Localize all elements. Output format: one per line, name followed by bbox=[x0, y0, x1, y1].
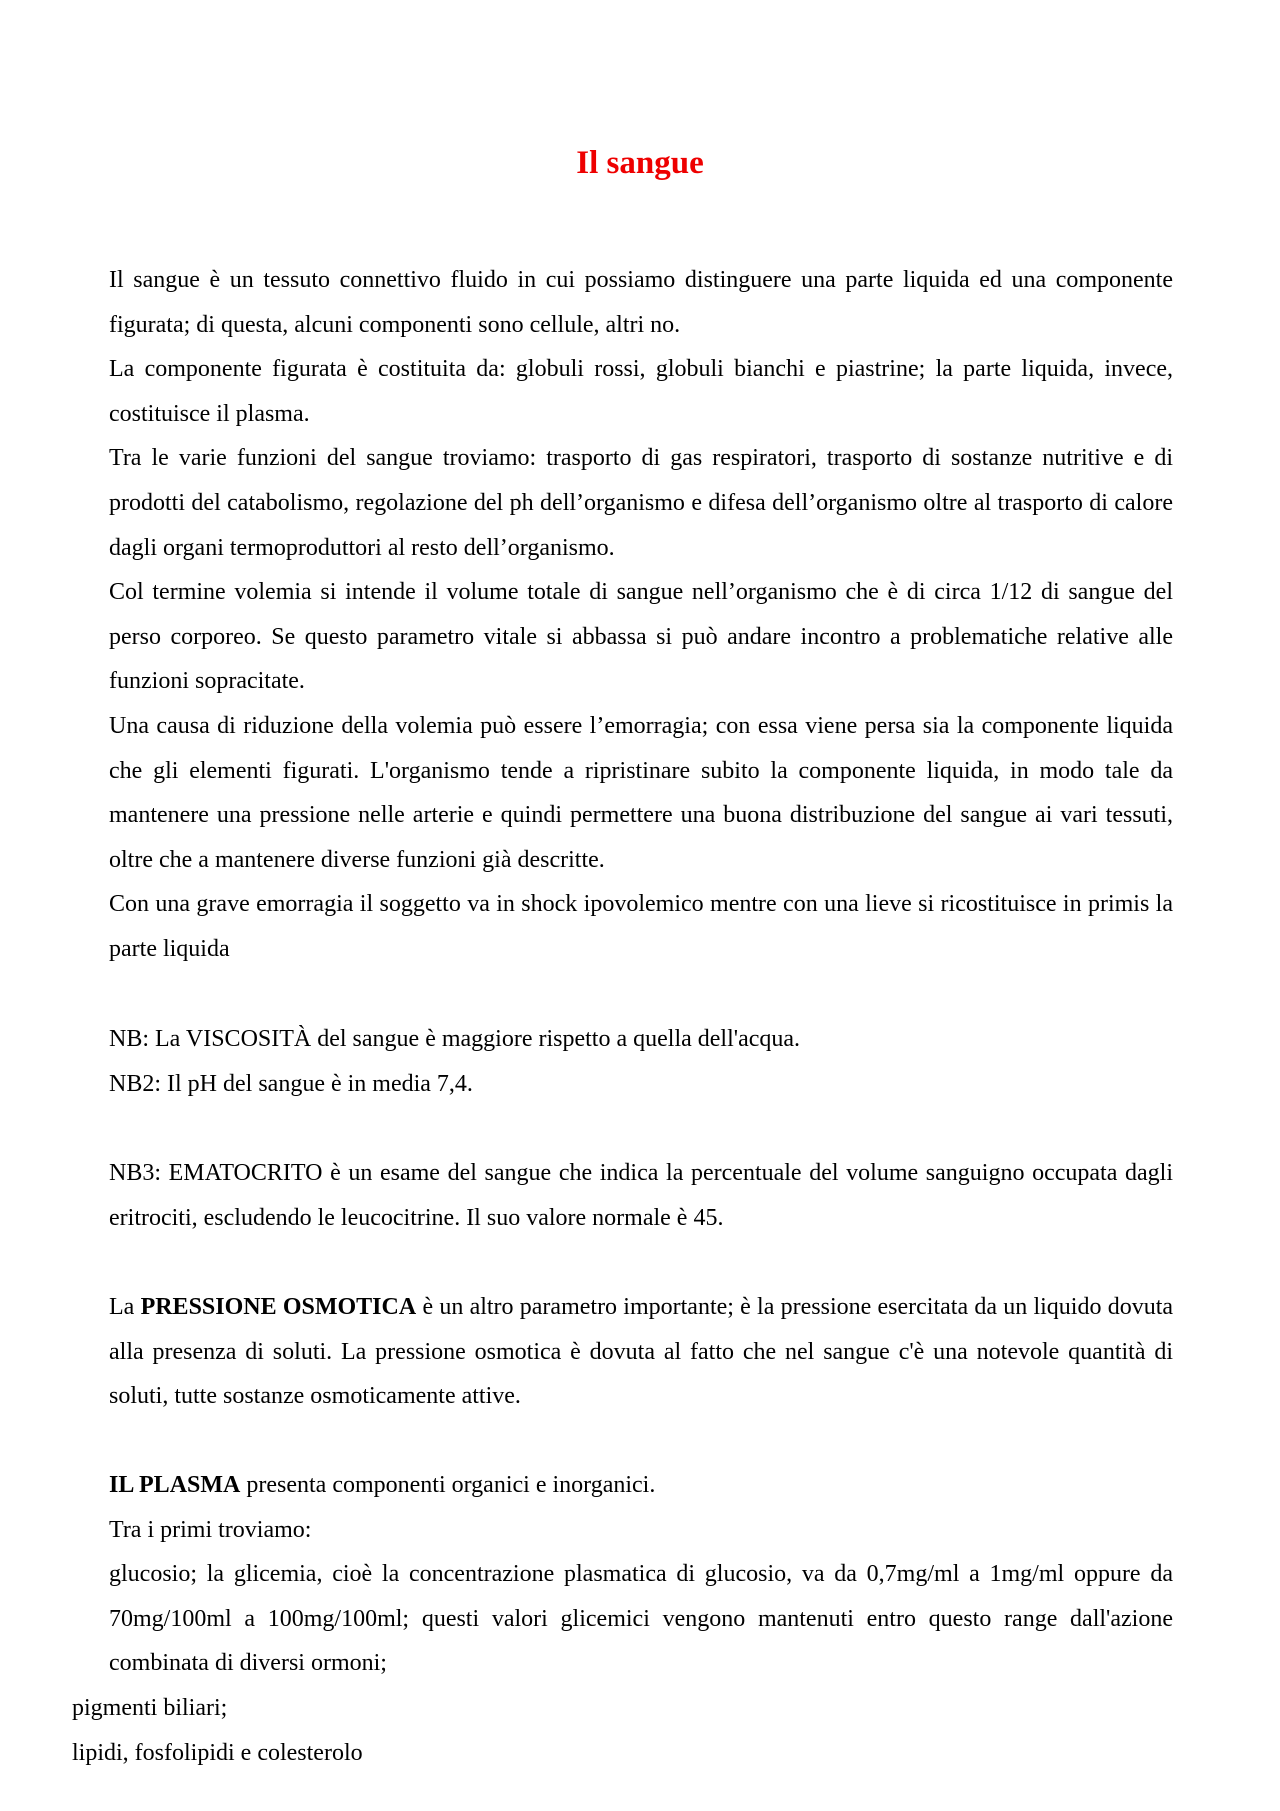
plasma-section bbox=[109, 1463, 1173, 1686]
notes-viscosity-ph bbox=[109, 1017, 1173, 1106]
osmotic-term: PRESSIONE OSMOTICA bbox=[140, 1294, 417, 1320]
plasma-term: IL PLASMA bbox=[109, 1472, 241, 1498]
osmotic-text: è un altro parametro importante; è la pressione esercitata da un liquido dovuta alla presenza di soluti. La pressione osmotica è dovuta al fatto che nel sangue c'è una notevole quantità di soluti, tutte sostanze osmoticamente attive. bbox=[109, 1294, 1174, 1410]
paragraph: Tra i primi troviamo: bbox=[109, 1516, 312, 1543]
paragraph: La componente figurata è costituita da: globuli rossi, globuli bianchi e piastrine; la parte liquida, invece, costituisce il plasma. bbox=[109, 356, 1173, 427]
paragraph: Una causa di riduzione della volemia può essere l’emorragia; con essa viene persa sia la componente liquida che gli elementi figurati. L'organismo tende a ripristinare subito la componente liquida, in modo tale da mantenere una pressione nelle arterie e quindi permettere una buona distribuzione del sangue ai vari tessuti, oltre che a mantenere diverse funzioni già descritte. bbox=[109, 712, 1173, 873]
note-ph: NB2: Il pH del sangue è in media 7,4. bbox=[109, 1070, 473, 1097]
plasma-list bbox=[72, 1686, 1172, 1775]
paragraph bbox=[109, 1463, 1173, 1508]
intro-section bbox=[109, 258, 1173, 972]
paragraph: Col termine volemia si intende il volume totale di sangue nell’organismo che è di circa 1/12 di sangue del perso corporeo. Se questo parametro vitale si abbassa si può andare incontro a problematiche relative alle funzioni sopracitate. bbox=[109, 579, 1173, 695]
plasma-text: presenta componenti organici e inorganici. bbox=[240, 1472, 656, 1498]
list-item: lipidi, fosfolipidi e colesterolo bbox=[72, 1739, 363, 1766]
paragraph: glucosio; la glicemia, cioè la concentrazione plasmatica di glucosio, va da 0,7mg/ml a 1mg/ml oppure da 70mg/100ml a 100mg/100ml; questi valori glicemici vengono mantenuti entro questo range dall'azione combinata di diversi ormoni; bbox=[109, 1561, 1173, 1677]
paragraph: Tra le varie funzioni del sangue troviamo: trasporto di gas respiratori, trasporto di sostanze nutritive e di prodotti del catabolismo, regolazione del ph dell’organismo e difesa dell’organismo oltre al trasporto di calore dagli organi termoproduttori al resto dell’organismo. bbox=[109, 445, 1173, 561]
paragraph: Il sangue è un tessuto connettivo fluido in cui possiamo distinguere una parte liquida ed una componente figurata; di questa, alcuni componenti sono cellule, altri no. bbox=[109, 267, 1173, 338]
paragraph bbox=[109, 1285, 1173, 1419]
note-hematocrit-section bbox=[109, 1151, 1173, 1240]
osmotic-pressure-section bbox=[109, 1285, 1173, 1419]
list-item: pigmenti biliari; bbox=[72, 1695, 228, 1721]
note-viscosity: NB: La VISCOSITÀ del sangue è maggiore rispetto a quella dell'acqua. bbox=[109, 1026, 801, 1052]
paragraph: Con una grave emorragia il soggetto va in shock ipovolemico mentre con una lieve si ricostituisce in primis la parte liquida bbox=[109, 891, 1173, 962]
note-hematocrit: NB3: EMATOCRITO è un esame del sangue che indica la percentuale del volume sanguigno occupata dagli eritrociti, escludendo le leucocitrine. Il suo valore normale è 45. bbox=[109, 1160, 1173, 1231]
osmotic-prefix: La bbox=[109, 1294, 141, 1320]
page-title: Il sangue bbox=[576, 145, 704, 181]
